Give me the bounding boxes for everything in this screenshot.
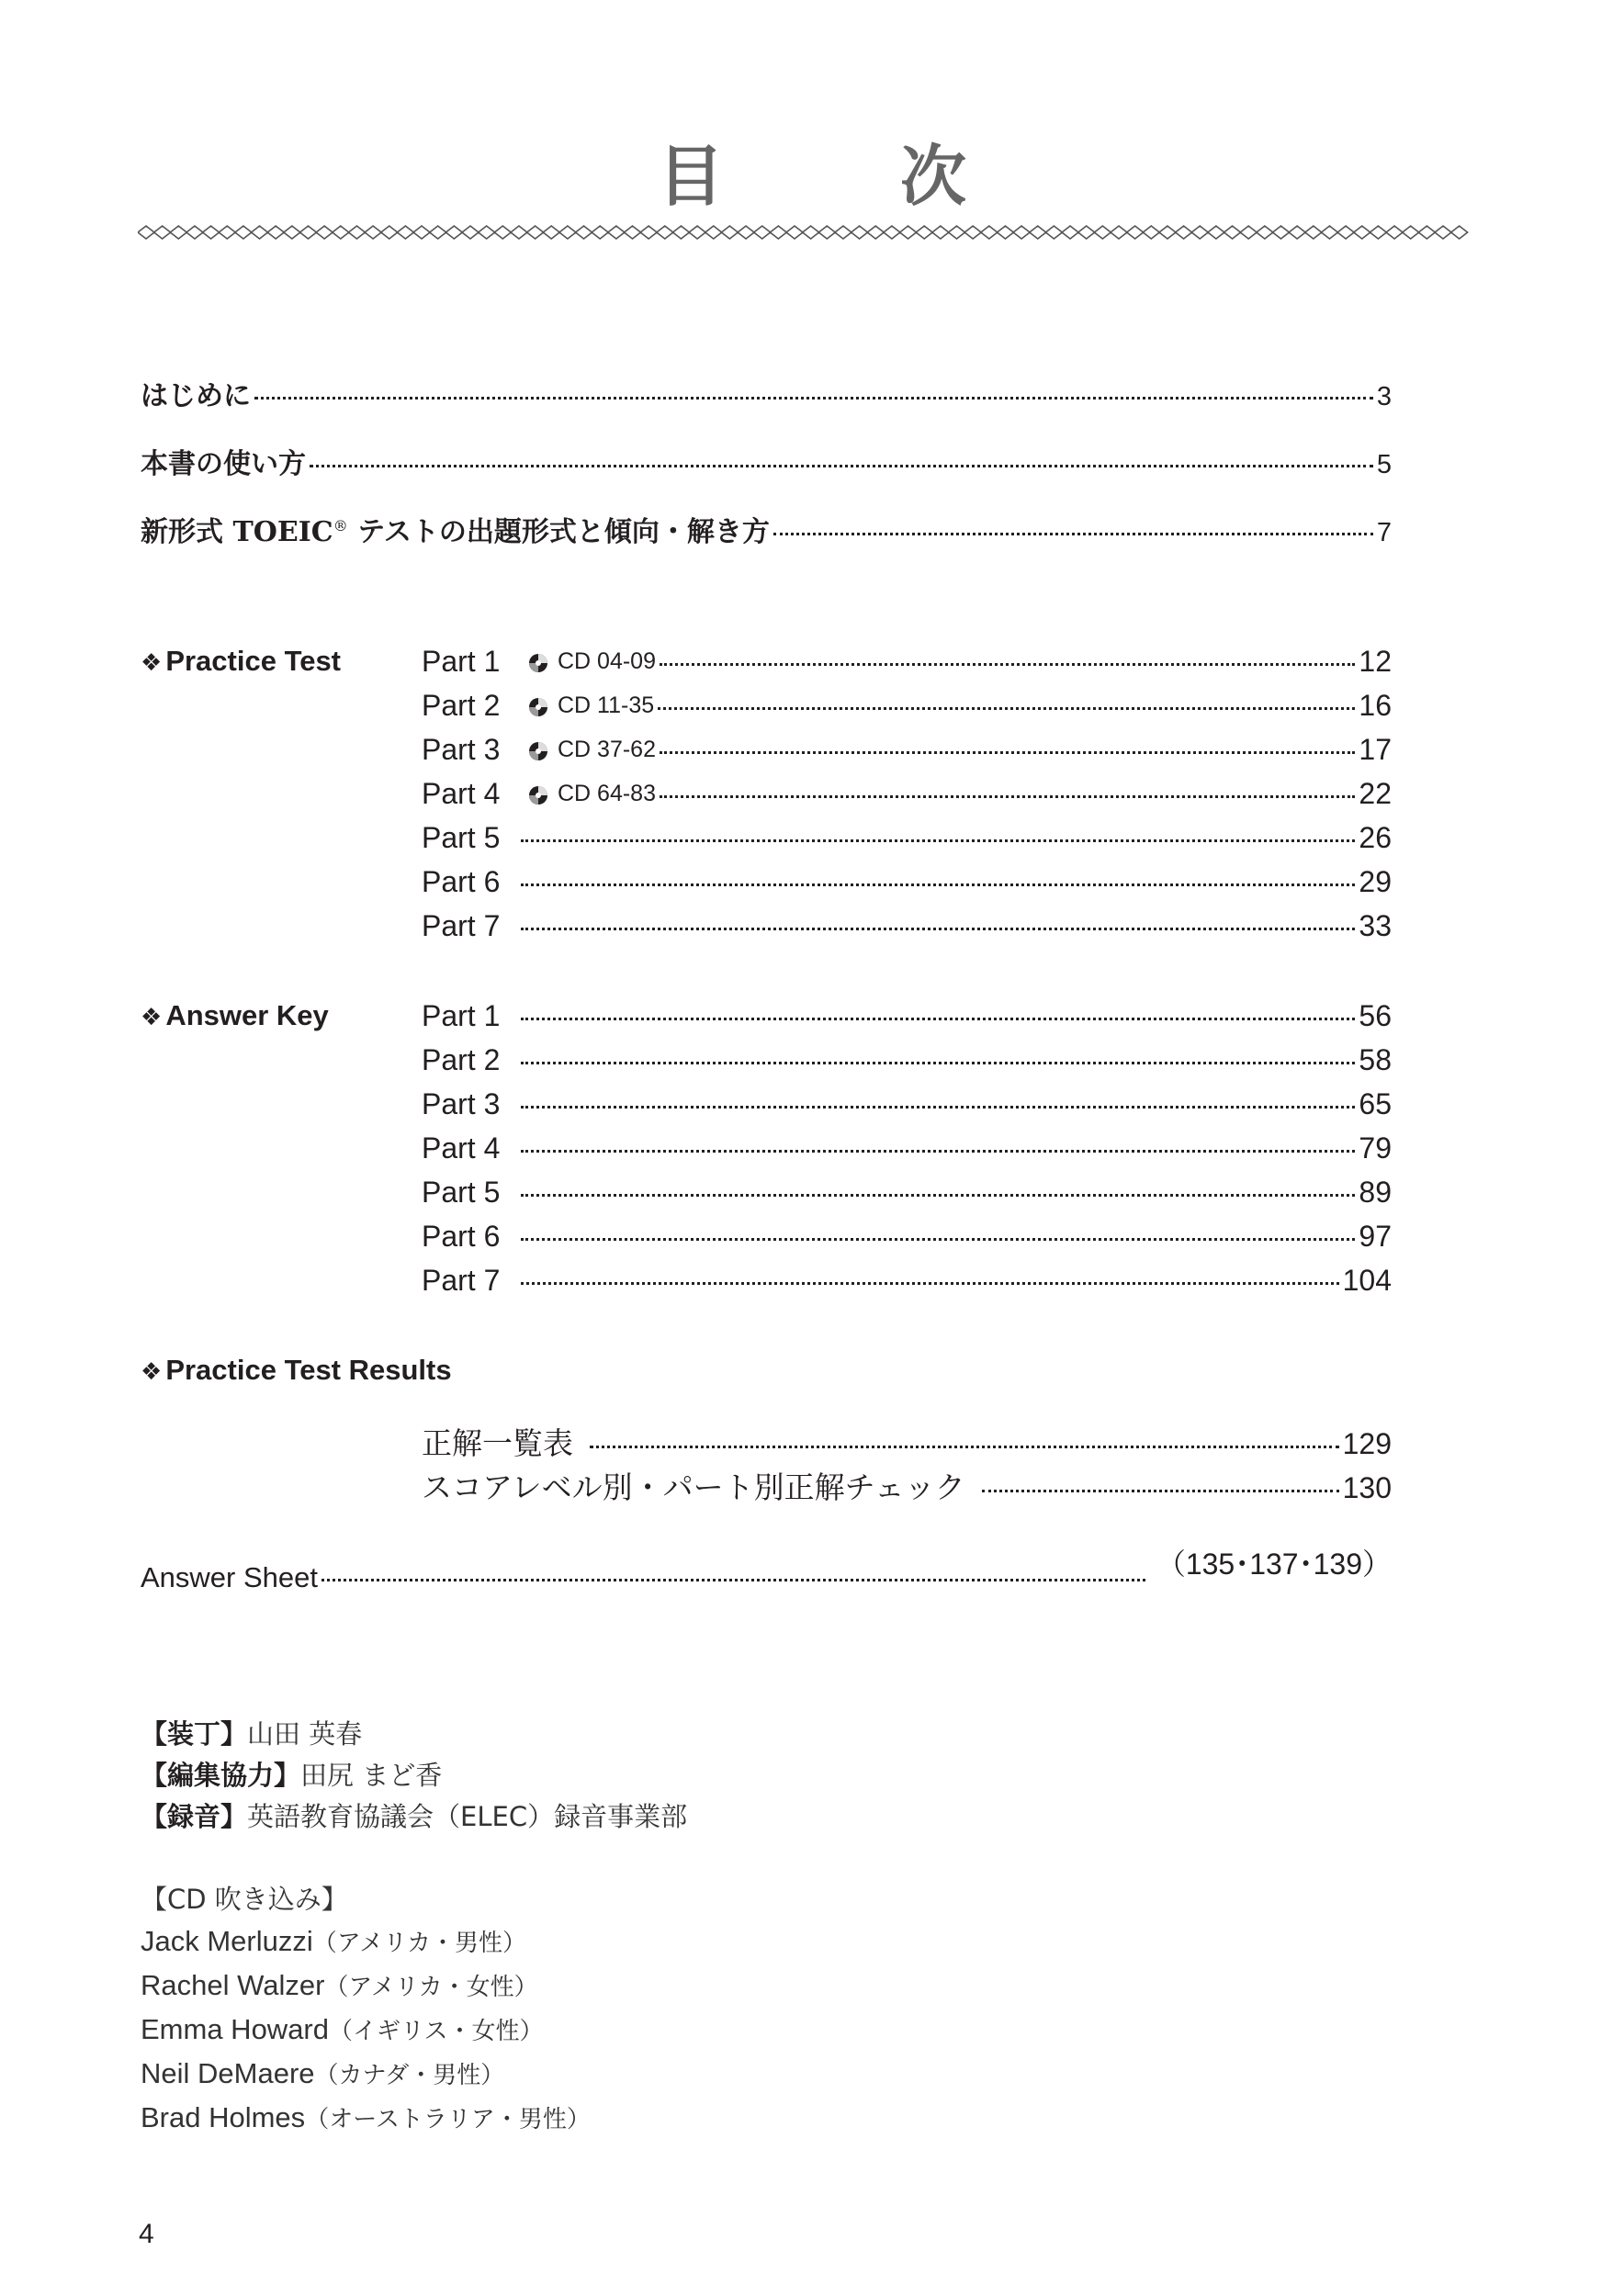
cd-disc-icon bbox=[528, 697, 548, 717]
diamond-bullet-icon: ❖ bbox=[141, 649, 163, 677]
toc-entry-page: 129 bbox=[1342, 1427, 1392, 1460]
toc-entry-label bbox=[141, 509, 770, 549]
dot-leader bbox=[521, 1194, 1355, 1197]
diamond-rule-divider bbox=[138, 219, 1483, 246]
section-heading-label: Practice Test bbox=[165, 645, 342, 677]
section-heading-results bbox=[141, 1354, 452, 1387]
dot-leader bbox=[660, 795, 1355, 798]
cd-track bbox=[528, 648, 656, 675]
cd-disc-icon bbox=[528, 653, 548, 673]
part-page: 16 bbox=[1359, 689, 1392, 722]
cd-track-label: CD 04-09 bbox=[558, 647, 656, 674]
practice-test-part-2 bbox=[422, 689, 1392, 723]
part-label: Part 6 bbox=[422, 1220, 501, 1253]
narrator-note: （アメリカ・女性） bbox=[324, 1974, 538, 2001]
cd-track-label: CD 37-62 bbox=[558, 736, 656, 762]
part-page: 12 bbox=[1359, 645, 1392, 678]
part-label: Part 5 bbox=[422, 1176, 501, 1209]
part-label: Part 4 bbox=[422, 777, 501, 810]
part-page: 58 bbox=[1359, 1043, 1392, 1076]
registered-mark: ® bbox=[333, 517, 348, 535]
practice-test-part-5 bbox=[422, 821, 1392, 855]
toc-entry-answer-sheet bbox=[141, 1548, 1392, 1596]
credit-design bbox=[141, 1714, 687, 1755]
part-page: 65 bbox=[1359, 1087, 1392, 1120]
spacer bbox=[141, 1838, 687, 1879]
narrator-entry bbox=[141, 2053, 687, 2097]
toc-entry-page: 7 bbox=[1376, 518, 1392, 547]
credit-key: 【録音】 bbox=[141, 1801, 248, 1832]
credit-value: 山田 英春 bbox=[247, 1718, 363, 1750]
toc-entry-answer-list bbox=[422, 1420, 1392, 1463]
narrator-entry bbox=[141, 2097, 687, 2141]
toc-entry-label-rest: テストの出題形式と傾向・解き方 bbox=[347, 516, 770, 548]
answer-key-part-4 bbox=[422, 1131, 1392, 1165]
part-page: 104 bbox=[1342, 1264, 1392, 1297]
narrator-note: （イギリス・女性） bbox=[329, 2018, 544, 2045]
toc-entry-page: 130 bbox=[1342, 1471, 1392, 1504]
narrator-name: Rachel Walzer bbox=[141, 1969, 325, 2001]
page-title: 目 次 bbox=[657, 137, 1021, 215]
part-label: Part 4 bbox=[422, 1131, 501, 1165]
toc-entry-score-check bbox=[422, 1464, 1392, 1507]
narrator-name: Neil DeMaere bbox=[141, 2057, 315, 2089]
dot-leader bbox=[254, 397, 1373, 400]
dot-leader bbox=[521, 1062, 1355, 1064]
dot-leader bbox=[660, 663, 1355, 666]
part-page: 79 bbox=[1359, 1131, 1392, 1165]
part-page: 17 bbox=[1359, 733, 1392, 766]
part-label: Part 3 bbox=[422, 733, 501, 766]
narrator-entry bbox=[141, 1964, 687, 2009]
part-page: 97 bbox=[1359, 1220, 1392, 1253]
section-heading-practice-test bbox=[141, 645, 341, 678]
dot-leader bbox=[521, 1150, 1355, 1153]
toc-entry-test-format bbox=[141, 509, 1392, 549]
dot-leader bbox=[982, 1490, 1339, 1492]
part-page: 29 bbox=[1359, 865, 1392, 898]
dot-leader bbox=[521, 1238, 1355, 1241]
narrator-list bbox=[141, 1920, 687, 2141]
credit-key: 【装丁】 bbox=[141, 1718, 248, 1750]
dot-leader bbox=[658, 707, 1355, 710]
part-label: Part 7 bbox=[422, 1264, 501, 1297]
narrator-note: （オーストラリア・男性） bbox=[305, 2106, 591, 2133]
dot-leader bbox=[521, 1106, 1355, 1109]
narrator-note: （カナダ・男性） bbox=[314, 2062, 505, 2089]
dot-leader bbox=[521, 839, 1355, 842]
dot-leader bbox=[660, 751, 1355, 754]
narration-heading: 【CD 吹き込み】 bbox=[141, 1884, 348, 1915]
practice-test-part-7 bbox=[422, 909, 1392, 943]
cd-track-label: CD 11-35 bbox=[558, 692, 655, 718]
toc-entry-label: スコアレベル別・パート別正解チェック bbox=[422, 1469, 965, 1505]
toc-entry-label-part: 新形式 TOEIC bbox=[141, 516, 333, 548]
part-label: Part 2 bbox=[422, 689, 501, 722]
section-heading-answer-key bbox=[141, 999, 329, 1032]
toc-entry-introduction bbox=[141, 373, 1392, 413]
cd-track bbox=[528, 781, 656, 807]
dot-leader bbox=[521, 1282, 1339, 1285]
cd-track-label: CD 64-83 bbox=[558, 780, 656, 806]
toc-entry-how-to-use bbox=[141, 441, 1392, 481]
dot-leader bbox=[310, 465, 1373, 467]
section-heading-label: Practice Test Results bbox=[165, 1354, 452, 1386]
narrator-name: Brad Holmes bbox=[141, 2101, 306, 2133]
cd-track bbox=[528, 737, 656, 763]
part-label: Part 1 bbox=[422, 645, 501, 678]
answer-key-part-2 bbox=[422, 1043, 1392, 1077]
diamond-bullet-icon: ❖ bbox=[141, 1004, 163, 1031]
practice-test-part-6 bbox=[422, 865, 1392, 899]
cd-disc-icon bbox=[528, 785, 548, 805]
part-label: Part 1 bbox=[422, 999, 501, 1032]
cd-track bbox=[528, 692, 654, 719]
dot-leader bbox=[521, 928, 1355, 930]
practice-test-part-1 bbox=[422, 645, 1392, 679]
toc-entry-label: はじめに bbox=[141, 380, 251, 412]
answer-key-part-7 bbox=[422, 1264, 1392, 1298]
part-page: 33 bbox=[1359, 909, 1392, 942]
page-number: 4 bbox=[139, 2219, 154, 2249]
answer-key-part-5 bbox=[422, 1176, 1392, 1210]
diamond-bullet-icon: ❖ bbox=[141, 1358, 163, 1386]
toc-entry-page: 5 bbox=[1376, 450, 1392, 479]
narrator-entry bbox=[141, 2009, 687, 2053]
dot-leader bbox=[521, 884, 1355, 886]
part-page: 22 bbox=[1359, 777, 1392, 810]
credit-key: 【編集協力】 bbox=[141, 1760, 301, 1791]
part-label: Part 2 bbox=[422, 1043, 501, 1076]
practice-test-part-4 bbox=[422, 777, 1392, 811]
credit-value: 田尻 まど香 bbox=[300, 1760, 443, 1791]
part-label: Part 5 bbox=[422, 821, 501, 854]
credit-recording bbox=[141, 1796, 687, 1838]
part-label: Part 7 bbox=[422, 909, 501, 942]
answer-key-part-6 bbox=[422, 1220, 1392, 1254]
dot-leader bbox=[590, 1446, 1339, 1448]
credits-block bbox=[141, 1714, 687, 2141]
part-page: 26 bbox=[1359, 821, 1392, 854]
dot-leader bbox=[321, 1579, 1145, 1581]
part-label: Part 6 bbox=[422, 865, 501, 898]
toc-entry-page: 3 bbox=[1376, 382, 1392, 411]
answer-key-part-3 bbox=[422, 1087, 1392, 1121]
toc-entry-page: （135･137･139） bbox=[1156, 1548, 1392, 1581]
part-page: 89 bbox=[1359, 1176, 1392, 1209]
part-label: Part 3 bbox=[422, 1087, 501, 1120]
practice-test-part-3 bbox=[422, 733, 1392, 767]
part-page: 56 bbox=[1359, 999, 1392, 1032]
dot-leader bbox=[521, 1018, 1355, 1020]
credit-editing bbox=[141, 1755, 687, 1796]
narrator-name: Jack Merluzzi bbox=[141, 1925, 313, 1957]
toc-entry-label: 正解一覧表 bbox=[422, 1425, 573, 1461]
answer-key-part-1 bbox=[422, 999, 1392, 1033]
toc-entry-label: 本書の使い方 bbox=[141, 448, 306, 480]
narrator-entry bbox=[141, 1920, 687, 1964]
narrator-name: Emma Howard bbox=[141, 2013, 329, 2045]
toc-entry-label: Answer Sheet bbox=[141, 1561, 318, 1593]
credit-value: 英語教育協議会（ELEC）録音事業部 bbox=[247, 1801, 688, 1832]
cd-disc-icon bbox=[528, 741, 548, 761]
narrator-note: （アメリカ・男性） bbox=[312, 1930, 526, 1957]
dot-leader bbox=[773, 533, 1373, 535]
section-heading-label: Answer Key bbox=[165, 999, 329, 1031]
